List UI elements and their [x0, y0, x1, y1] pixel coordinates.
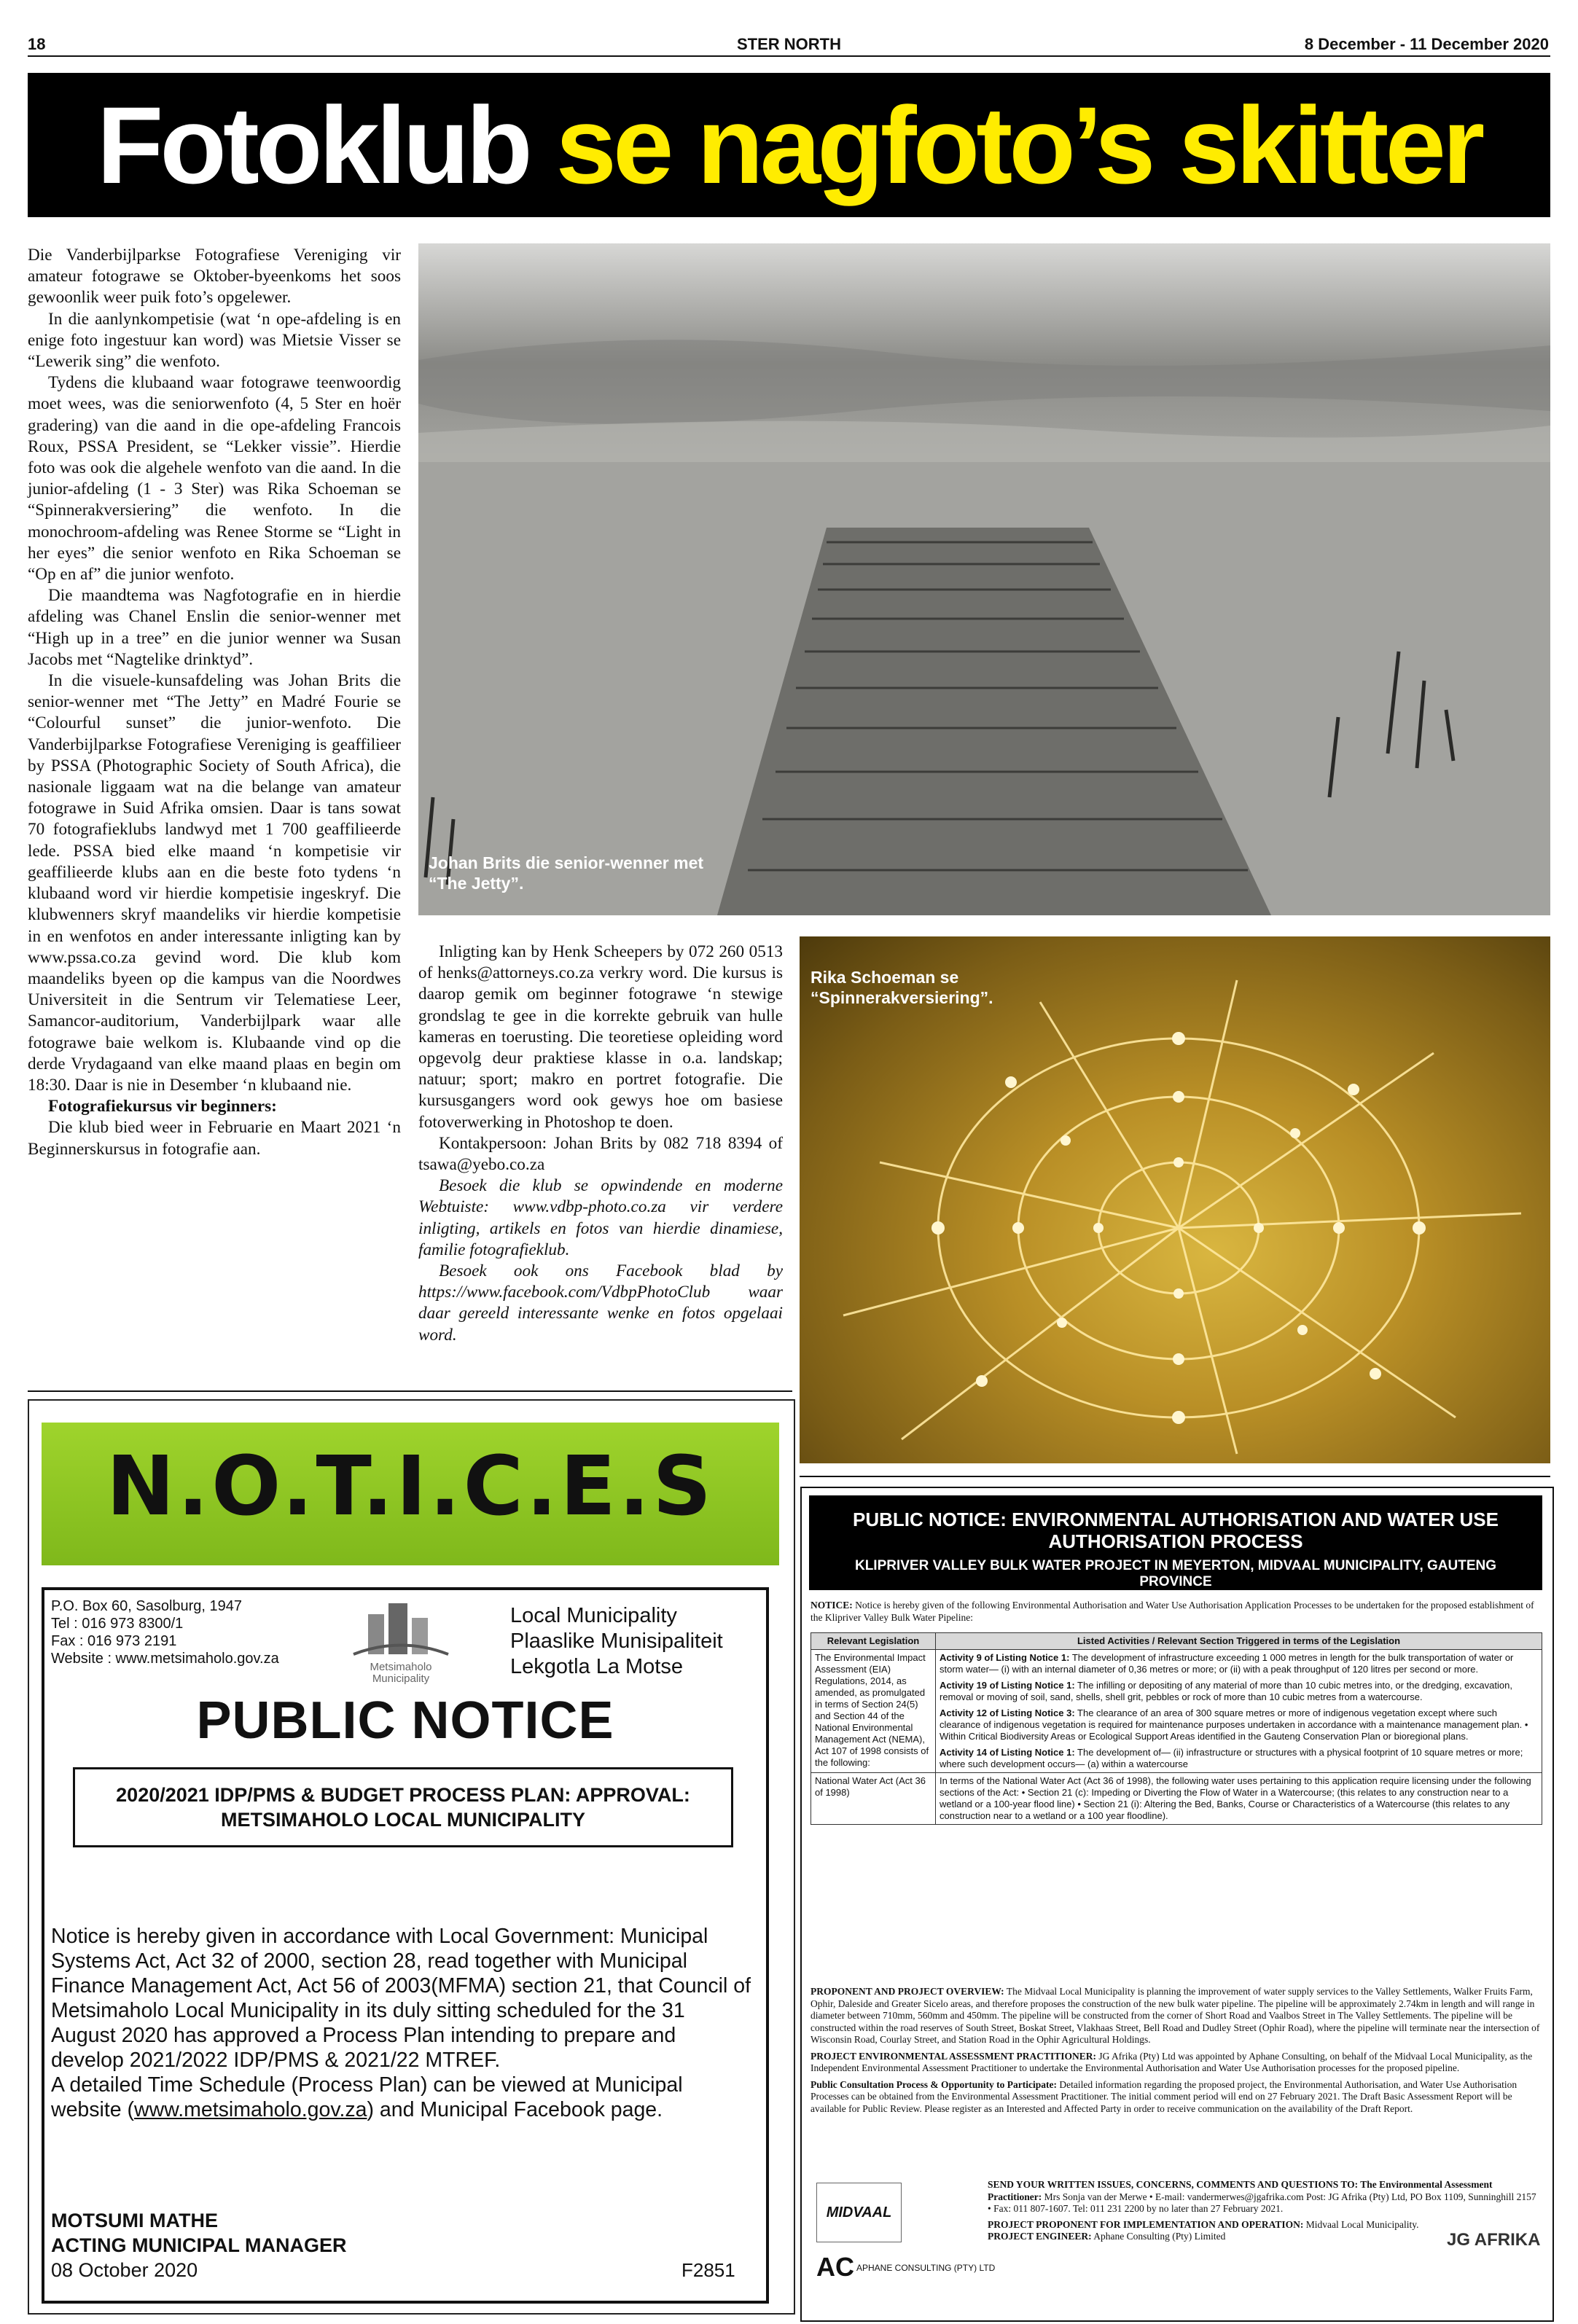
- address-line: P.O. Box 60, Sasolburg, 1947: [51, 1598, 243, 1614]
- headline-banner: [28, 73, 1550, 217]
- metsimaholo-logo: [346, 1600, 456, 1685]
- section-divider: [800, 1476, 1550, 1477]
- table-cell: In terms of the National Water Act (Act 36 of 1998), the following water uses pertaining to this application require licensing under the following sections of the Act: • Section 21 (c): Impeding or Diverting the Flow of Water in a Watercourse; (this relates to any construction near to a wetland or a 100-year flood line) • Section 21 (i): Altering the Bed, Banks, Course or Characteristics of a Watercourse (this relates to any construction near to a wetland or a 100 year floodline).: [936, 1773, 1542, 1825]
- article-paragraph: In die aanlynkompetisie (wat ‘n ope-afdeling is en enige foto ingestuur kan word) was Mietsie Visser se “Lewerik sing” die wenfoto.: [28, 309, 401, 372]
- article-paragraph: Die maandtema was Nagfotografie en in hierdie afdeling was Chanel Enslin die senior-wenner met “High up in a tree” en die junior wenner wa Susan Jacobs met “Nagtelike drinktyd”.: [28, 586, 401, 669]
- headline-part2: se nagfoto’s skitter: [555, 83, 1482, 206]
- address-line: Tel : 016 973 8300/1: [51, 1616, 184, 1632]
- municipal-website-link[interactable]: www.metsimaholo.gov.za: [134, 2098, 367, 2121]
- headline-part1: Fotoklub: [96, 83, 529, 206]
- env-notice-contact: SEND YOUR WRITTEN ISSUES, CONCERNS, COMMENTS AND QUESTIONS TO: The Environmental Assessment Practitioner: Mrs Sonja van der Merwe • E-mail: vandermerwes@jgafrika.com Post: JG Afrika (Pty) Ltd, PO Box 1109, Sunninghill 2157 • Fax: 011 807-1607. Tel: 011 231 2200 by no later than 27 February 2021. PROJECT PROPONENT FOR IMPLEMENTATION AND OPERATION: Midvaal Local Municipality. PROJECT ENGINEER: Aphane Consulting (Pty) Limited: [988, 2179, 1536, 2242]
- municipality-address: [51, 1597, 279, 1667]
- article-paragraph: Inligting kan by Henk Scheepers by 072 260 0513 of henks@attorneys.co.za verkry word. Die kursus is daarop gemik om beginner fotograwe ‘n stewige grondslag te gee in die korrekte gebruik van hulle kameras en toerusting. Die teoretiese opleiding word opgevolg deur praktiese klasse in o.a. landskap; natuur; sport; makro en portret fotografie. Die kursusgangers word ook gewys hoe om basiese fotoverwerking in Photoshop te doen.: [418, 942, 783, 1132]
- legislation-table: [811, 1632, 1542, 1825]
- public-notice-title: PUBLIC NOTICE: [196, 1691, 614, 1750]
- env-notice-title: PUBLIC NOTICE: ENVIRONMENTAL AUTHORISATION AND WATER USE AUTHORISATION PROCESS: [853, 1509, 1499, 1552]
- env-notice-subtitle: KLIPRIVER VALLEY BULK WATER PROJECT IN MEYERTON, MIDVAAL MUNICIPALITY, GAUTENG PROVINCE: [854, 1558, 1497, 1589]
- municipality-name: Lekgotla La Motse: [510, 1655, 683, 1678]
- article-column-1: [28, 245, 401, 1160]
- table-cell: National Water Act (Act 36 of 1998): [811, 1773, 936, 1825]
- table-cell: Activity 9 of Listing Notice 1: The development of infrastructure exceeding 1 000 metres in length for the bulk transportation of water or storm water— (i) with an internal diameter of 0,36 metres or more; or (ii) with a peak throughput of 120 litres per second or more. Activity 19 of Listing Notice 1: The infilling or depositing of any material of more than 10 cubic metres into, or the dredging, excavation, removal or moving of soil, sand, shells, shell grit, pebbles or rock of more than 10 cubic metres from a watercourse. Activity 12 of Listing Notice 3: The clearance of an area of 300 square metres or more of indigenous vegetation except where such clearance of indigenous vegetation is required for maintenance purposes undertaken in accordance with a maintenance management plan. • Within Critical Biodiversity Areas or Ecological Support Areas identified in the Gauteng Conservation Plan or bioregional plans. Activity 14 of Listing Notice 1: The development of— (ii) infrastructure or structures with a physical footprint of 10 square metres or more; where such development occurs— (a) within a watercourse: [936, 1650, 1542, 1773]
- logo-text: Municipality: [372, 1672, 430, 1685]
- article-paragraph: Die klub bied weer in Februarie en Maart 2021 ‘n Beginnerskursus in fotografie aan.: [28, 1118, 401, 1159]
- jetty-illustration: [418, 243, 1550, 915]
- article-paragraph: Kontakpersoon: Johan Brits by 082 718 8394 of tsawa@yebo.co.za: [418, 1133, 783, 1175]
- notice-body: [51, 1924, 751, 2122]
- signatory-block: [51, 2208, 347, 2282]
- signatory-name: MOTSUMI MATHE: [51, 2210, 218, 2231]
- aphane-logo: AC: [816, 2252, 854, 2282]
- notice-subtitle: METSIMAHOLO LOCAL MUNICIPALITY: [221, 1809, 585, 1831]
- notice-subtitle: 2020/2021 IDP/PMS & BUDGET PROCESS PLAN: APPROVAL:: [116, 1784, 690, 1806]
- masthead-rule: [28, 55, 1550, 57]
- article-column-2: [418, 942, 783, 1346]
- article-paragraph: Besoek die klub se opwindende en moderne Webtuiste: www.vdbp-photo.co.za vir verdere inligting, artikels en fotos van hierdie dinamiese, familie fotografieklub.: [418, 1176, 783, 1259]
- midvaal-logo: MIDVAAL: [816, 2183, 902, 2242]
- section-divider: [28, 1390, 792, 1392]
- municipality-names: [510, 1603, 723, 1680]
- aphane-logo-text: APHANE CONSULTING (PTY) LTD: [856, 2263, 996, 2273]
- notice-body-text: Notice is hereby given in accordance with Local Government: Municipal Systems Act, Act 32 of 2000, section 28, read together with Municipal Finance Management Act, Act 56 of 2003(MFMA) section 21, that Council of Metsimaholo Local Municipality in its duly sitting scheduled for the 31 August 2020 has approved a Process Plan intending to prepare and develop 2021/2022 IDP/PMS & 2021/22 MTREF.: [51, 1925, 751, 2072]
- jetty-photo: [418, 243, 1550, 915]
- article-paragraph: In die visuele-kunsafdeling was Johan Brits die senior-wenner met “The Jetty” en Madré Fourie se “Colourful sunset” die junior-wenfoto. Die Vanderbijlparkse Fotografiese Vereniging is geaffilieer by PSSA (Photographic Society of South Africa), die nasionale liggaam wat na die belange van amateur fotograwe in Suid Afrika omsien. Daar is tans sowat 70 fotografieklubs landwyd met 1 700 geaffilieerde lede. PSSA bied elke maand ‘n kompetisie vir geaffilieerde klubs aan en die beste foto tydens ‘n klubaand word vir hierdie kompetisie ingeskryf. Die klubwenners skryf maandeliks vir hierdie kompetisie in en wenfotos en ander interessante inligting kan by www.pssa.co.za gevind word. Die klub kom maandeliks byeen op die kampus van die Noordwes Universiteit in die Sentrum vir Telematiese Leer, Samancor-auditorium, Vanderbijlpark waar alle fotograwe baie welkom is. Klubaande vind op die derde Vrydagaand van elke maand plaas en begin om 18:30. Daar is nie in Desember ‘n klubaand nie.: [28, 671, 401, 1095]
- table-header: Relevant Legislation: [811, 1633, 936, 1650]
- publication-name: STER NORTH: [737, 35, 841, 53]
- spider-caption: Rika Schoeman se “Spinnerakversiering”.: [811, 968, 993, 1007]
- spider-web-photo: [800, 936, 1550, 1463]
- jg-afrika-logo: JG AFRIKA: [1447, 2230, 1541, 2250]
- table-row: [811, 1650, 1542, 1773]
- table-cell: The Environmental Impact Assessment (EIA) Regulations, 2014, as amended, as promulgated in terms of Section 24(5) and Section 44 of the National Environmental Management Act (NEMA), Act 107 of 1998 consists of the following:: [811, 1650, 936, 1773]
- signatory-date: 08 October 2020: [51, 2259, 198, 2281]
- env-notice-details: PROPONENT AND PROJECT OVERVIEW: The Midvaal Local Municipality is planning the improvement of water supply services to the Valley Settlements, Walker Fruits Farm, Ophir, Daleside and Greater Sicelo areas, and therefore proposes the construction of the new bulk water pipeline. The pipeline will be approximately 2.74km in length and will range in diameter between 710mm, 560mm and 450mm. The pipeline will be constructed from the corner of Short Road and Vaalbos Street in The Valley Settlements. The pipeline will be constructed within the road reserves of South Street, Boskat Street, Vlakhaas Street, Bell Road and Dudley Street (Ophir Road), where the pipeline will terminate near the intersection of Wisconsin Road, Courlay Street, and Station Road in the Ophir Agricultural Holdings. PROJECT ENVIRONMENTAL ASSESSMENT PRACTITIONER: JG Afrika (Pty) Ltd was appointed by Aphane Consulting, on behalf of the Midvaal Local Municipality, as the Independent Environmental Assessment Practitioner to undertake the Environmental Authorisation and Water Use Authorisation processes for the proposed pipeline. Public Consultation Process & Opportunity to Participate: Detailed information regarding the proposed project, the Environmental Authorisation, and Water Use Authorisation Processes can be obtained from the Environmental Assessment Practitioner. The initial comment period will end on 27 February 2021. The Draft Basic Assessment Report will be available for Public Review. Please register as an Interested and Affected Party in order to receive communication on the availability of the Draft Report.: [811, 1986, 1540, 2114]
- logo-text: Metsimaholo: [370, 1661, 432, 1673]
- article-subhead: Fotografiekursus vir beginners:: [48, 1097, 277, 1116]
- page-number: 18: [28, 35, 46, 53]
- article-paragraph: Die Vanderbijlparkse Fotografiese Vereniging vir amateur fotograwe se Oktober-byeenkoms het soos gewoonlik weer puik foto’s opgelewer.: [28, 246, 401, 308]
- address-line: Website : www.metsimaholo.gov.za: [51, 1651, 279, 1667]
- municipality-name: Local Municipality: [510, 1604, 677, 1627]
- notice-reference: F2851: [681, 2259, 735, 2281]
- notices-banner-text: N.O.T.I.C.E.S: [106, 1439, 715, 1534]
- address-line: Fax : 016 973 2191: [51, 1633, 177, 1649]
- notice-subtitle-box: [73, 1767, 733, 1847]
- issue-date: 8 December - 11 December 2020: [1304, 35, 1549, 53]
- municipality-name: Plaaslike Munisipaliteit: [510, 1629, 723, 1653]
- notice-body-text: A detailed Time Schedule (Process Plan) can be viewed at Municipal website (www.metsimaholo.gov.za) and Municipal Facebook page.: [51, 2073, 683, 2121]
- env-notice-intro: NOTICE: Notice is hereby given of the following Environmental Authorisation and Water Use Authorisation Application Processes to be undertaken for the proposed establishment of the Klipriver Valley Bulk Water Pipeline:: [811, 1600, 1534, 1623]
- env-notice-header: [809, 1495, 1542, 1590]
- logo-graphic-icon: [346, 1600, 456, 1658]
- article-paragraph: Besoek ook ons Facebook blad by https://www.facebook.com/VdbpPhotoClub waar daar gereeld interessante wenke en fotos opgelaai word.: [418, 1261, 783, 1345]
- jetty-caption: Johan Brits die senior-wenner met “The Jetty”.: [429, 853, 704, 893]
- table-header: Listed Activities / Relevant Section Triggered in terms of the Legislation: [936, 1633, 1542, 1650]
- signatory-title: ACTING MUNICIPAL MANAGER: [51, 2234, 347, 2256]
- table-row: [811, 1773, 1542, 1825]
- spider-web-illustration: [800, 936, 1550, 1463]
- article-paragraph: Tydens die klubaand waar fotograwe teenwoordig moet wees, was die seniorwenfoto (4, 5 Ster en hoër gradering) van die aand in die ope-afdeling Francois Roux, PSSA President, se “Lekker vissie”. Hierdie foto was ook die algehele wenfoto van die aand. In die junior-afdeling (1 - 3 Ster) was Rika Schoeman se “Spinnerakversiering” die wenfoto. In die monochroom-afdeling was Renee Storme se “Light in her eyes” die senior wenfoto en Rika Schoeman se “Op en af” die junior wenfoto.: [28, 373, 401, 584]
